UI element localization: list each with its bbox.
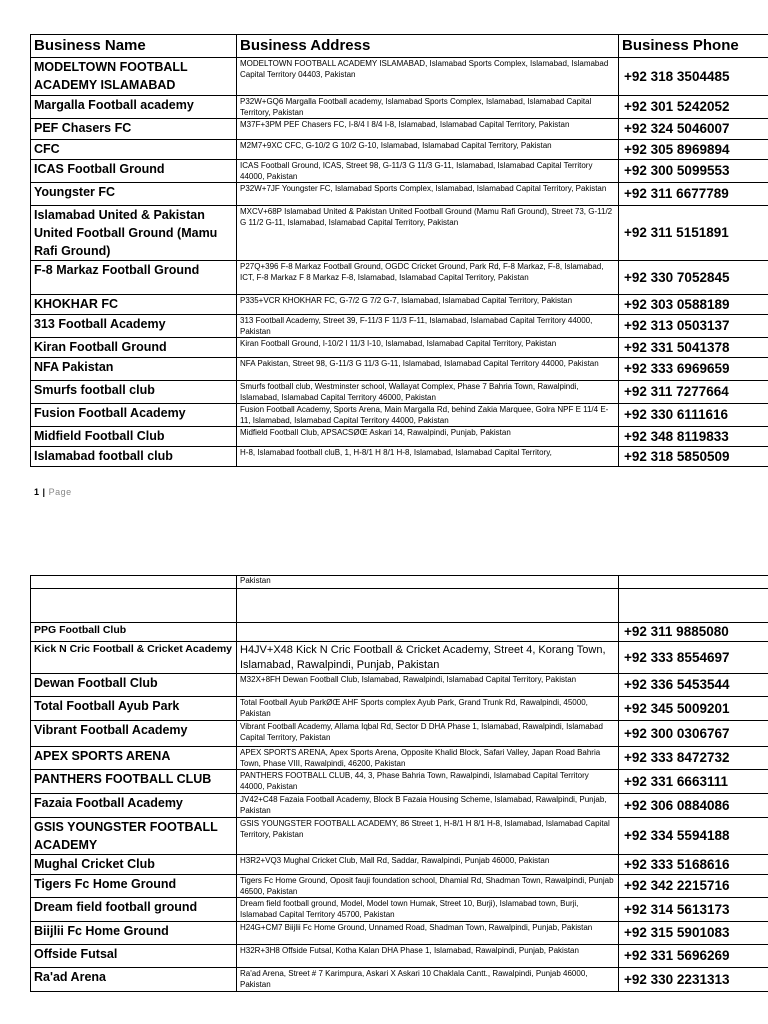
business-address-cell: MXCV+68P Islamabad United & Pakistan United Football Ground (Mamu Rafi Ground), Street 73, G-11/2 G 11/2 G-11, Islamabad, Islamabad Capital Territory, Pakistan — [237, 206, 619, 261]
business-phone-cell: +92 311 5151891 — [619, 206, 768, 261]
table-row — [31, 623, 768, 642]
business-name-cell: KHOKHAR FC — [31, 295, 237, 315]
business-name-cell: Islamabad United & Pakistan United Football Ground (Mamu Rafi Ground) — [31, 206, 237, 261]
business-phone-cell: +92 305 8969894 — [619, 140, 768, 160]
business-name-cell: Offside Futsal — [31, 945, 237, 968]
business-phone-cell: +92 334 5594188 — [619, 818, 768, 855]
business-name-cell: CFC — [31, 140, 237, 160]
continuation-address-cell: Pakistan — [237, 576, 619, 589]
business-name-cell: Fusion Football Academy — [31, 404, 237, 427]
business-address-cell: Midfield Football Club, APSACSØŒ Askari 14, Rawalpindi, Punjab, Pakistan — [237, 427, 619, 447]
business-phone-cell: +92 303 0588189 — [619, 295, 768, 315]
business-phone-cell: +92 342 2215716 — [619, 875, 768, 898]
business-address-cell: Dream field football ground, Model, Model town Humak, Street 10, Burji), Islamabad town, Burji, Islamabad Capital Territory 45700, Pakistan — [237, 898, 619, 922]
table-row — [31, 140, 768, 160]
table-row — [31, 674, 768, 697]
business-address-cell: 313 Football Academy, Street 39, F-11/3 F 11/3 F-11, Islamabad, Islamabad Capital Territory 44000, Pakistan — [237, 315, 619, 338]
empty-phone-cell — [619, 589, 768, 623]
table-row — [31, 206, 768, 261]
empty-address-cell — [237, 589, 619, 623]
business-name-cell: NFA Pakistan — [31, 358, 237, 381]
business-phone-cell: +92 333 8472732 — [619, 747, 768, 770]
business-phone-cell: +92 330 6111616 — [619, 404, 768, 427]
business-address-cell: ICAS Football Ground, ICAS, Street 98, G-11/3 G 11/3 G-11, Islamabad, Islamabad Capital Territory 44000, Pakistan — [237, 160, 619, 183]
business-name-cell: Youngster FC — [31, 183, 237, 206]
business-phone-cell: +92 313 0503137 — [619, 315, 768, 338]
business-phone-cell: +92 324 5046007 — [619, 119, 768, 140]
table-row — [31, 922, 768, 945]
business-phone-cell: +92 348 8119833 — [619, 427, 768, 447]
business-name-cell: Fazaia Football Academy — [31, 794, 237, 818]
business-phone-cell: +92 311 6677789 — [619, 183, 768, 206]
business-phone-cell: +92 311 7277664 — [619, 381, 768, 404]
business-table-page-1 — [30, 34, 768, 467]
business-address-cell: PANTHERS FOOTBALL CLUB, 44, 3, Phase Bahria Town, Rawalpindi, Islamabad Capital Territory 44000, Pakistan — [237, 770, 619, 794]
business-address-cell: MODELTOWN FOOTBALL ACADEMY ISLAMABAD, Islamabad Sports Complex, Islamabad, Islamabad Capital Territory 04403, Pakistan — [237, 58, 619, 96]
table-row — [31, 381, 768, 404]
continuation-row — [31, 576, 768, 589]
business-address-cell: Smurfs football club, Westminster school, Wallayat Complex, Phase 7 Bahria Town, Rawalpindi, Islamabad, Islamabad Capital Territory 46000, Pakistan — [237, 381, 619, 404]
table-row — [31, 58, 768, 96]
table-row — [31, 358, 768, 381]
page-number: 1 — [34, 487, 40, 497]
table-row — [31, 697, 768, 721]
empty-name-cell — [31, 589, 237, 623]
business-phone-cell: +92 306 0884086 — [619, 794, 768, 818]
business-address-cell: JV42+C48 Fazaia Football Academy, Block B Fazaia Housing Scheme, Islamabad, Rawalpindi, Punjab, Pakistan — [237, 794, 619, 818]
business-phone-cell: +92 330 2231313 — [619, 968, 768, 992]
empty-row — [31, 589, 768, 623]
table-row — [31, 818, 768, 855]
business-address-cell: Kiran Football Ground, I-10/2 I 11/3 I-10, Islamabad, Islamabad Capital Territory, Pakistan — [237, 338, 619, 358]
business-address-cell: M32X+8FH Dewan Football Club, Islamabad, Rawalpindi, Islamabad Capital Territory, Pakistan — [237, 674, 619, 697]
table-row — [31, 427, 768, 447]
table-row — [31, 183, 768, 206]
business-address-cell: H4JV+X48 Kick N Cric Football & Cricket Academy, Street 4, Korang Town, Islamabad, Rawalpindi, Punjab, Pakistan — [237, 642, 619, 674]
table-row — [31, 447, 768, 467]
table-row — [31, 315, 768, 338]
business-address-cell: Vibrant Football Academy, Allama Iqbal Rd, Sector D DHA Phase 1, Islamabad, Rawalpindi, Islamabad Capital Territory, Pakistan — [237, 721, 619, 747]
business-address-cell: H32R+3H8 Offside Futsal, Kotha Kalan DHA Phase 1, Islamabad, Rawalpindi, Punjab, Pakistan — [237, 945, 619, 968]
business-phone-cell: +92 300 5099553 — [619, 160, 768, 183]
business-phone-cell: +92 318 3504485 — [619, 58, 768, 96]
business-phone-cell: +92 315 5901083 — [619, 922, 768, 945]
continuation-phone-cell — [619, 576, 768, 589]
page-footer — [34, 487, 72, 497]
table-header-row — [31, 35, 768, 58]
business-name-cell: Mughal Cricket Club — [31, 855, 237, 875]
table-row — [31, 747, 768, 770]
header-business-phone: Business Phone — [619, 35, 768, 58]
business-address-cell: P27Q+396 F-8 Markaz Football Ground, OGDC Cricket Ground, Park Rd, F-8 Markaz, F-8, Islamabad, ICT, F-8 Markaz F 8 Markaz F-8, Islamabad, Islamabad Capital Territory, Pakistan — [237, 261, 619, 295]
business-phone-cell: +92 314 5613173 — [619, 898, 768, 922]
business-name-cell: Islamabad football club — [31, 447, 237, 467]
header-business-name: Business Name — [31, 35, 237, 58]
business-name-cell: ICAS Football Ground — [31, 160, 237, 183]
business-name-cell: GSIS YOUNGSTER FOOTBALL ACADEMY — [31, 818, 237, 855]
business-name-cell: Kick N Cric Football & Cricket Academy — [31, 642, 237, 674]
document-page-2 — [0, 540, 768, 1024]
business-name-cell: Ra'ad Arena — [31, 968, 237, 992]
table-row — [31, 338, 768, 358]
business-name-cell: Midfield Football Club — [31, 427, 237, 447]
business-phone-cell: +92 331 6663111 — [619, 770, 768, 794]
business-phone-cell: +92 318 5850509 — [619, 447, 768, 467]
business-phone-cell: +92 333 5168616 — [619, 855, 768, 875]
business-name-cell: APEX SPORTS ARENA — [31, 747, 237, 770]
business-name-cell: MODELTOWN FOOTBALL ACADEMY ISLAMABAD — [31, 58, 237, 96]
business-address-cell: H-8, Islamabad football cluB, 1, H-8/1 H 8/1 H-8, Islamabad, Islamabad Capital Territory, — [237, 447, 619, 467]
business-table-page-2 — [30, 575, 768, 992]
business-name-cell: PANTHERS FOOTBALL CLUB — [31, 770, 237, 794]
business-phone-cell: +92 333 6969659 — [619, 358, 768, 381]
table-row — [31, 404, 768, 427]
business-name-cell: Dream field football ground — [31, 898, 237, 922]
table-row — [31, 770, 768, 794]
table-row — [31, 96, 768, 119]
business-name-cell: Smurfs football club — [31, 381, 237, 404]
table-row — [31, 794, 768, 818]
table-row — [31, 119, 768, 140]
business-address-cell: P335+VCR KHOKHAR FC, G-7/2 G 7/2 G-7, Islamabad, Islamabad Capital Territory, Pakistan — [237, 295, 619, 315]
business-name-cell: Biijlii Fc Home Ground — [31, 922, 237, 945]
table-row — [31, 721, 768, 747]
business-phone-cell: +92 330 7052845 — [619, 261, 768, 295]
business-phone-cell: +92 333 8554697 — [619, 642, 768, 674]
business-phone-cell: +92 301 5242052 — [619, 96, 768, 119]
business-address-cell: APEX SPORTS ARENA, Apex Sports Arena, Opposite Khalid Block, Safari Valley, Japan Road Bahria Town, Phase VIII, Rawalpindi, 46200, Pakistan — [237, 747, 619, 770]
business-phone-cell: +92 336 5453544 — [619, 674, 768, 697]
table-row — [31, 642, 768, 674]
business-address-cell: Tigers Fc Home Ground, Oposit fauji foundation school, Dhamial Rd, Shadman Town, Rawalpindi, Punjab 46500, Pakistan — [237, 875, 619, 898]
business-address-cell: GSIS YOUNGSTER FOOTBALL ACADEMY, 86 Street 1, H-8/1 H 8/1 H-8, Islamabad, Islamabad Capital Territory, Pakistan — [237, 818, 619, 855]
business-address-cell: Total Football Ayub ParkØŒ AHF Sports complex Ayub Park, Grand Trunk Rd, Rawalpindi, 45000, Pakistan — [237, 697, 619, 721]
business-address-cell: M2M7+9XC CFC, G-10/2 G 10/2 G-10, Islamabad, Islamabad Capital Territory, Pakistan — [237, 140, 619, 160]
business-phone-cell: +92 345 5009201 — [619, 697, 768, 721]
business-address-cell: Fusion Football Academy, Sports Arena, Main Margalla Rd, behind Zakia Marquee, Golra NPF E 11/4 E-11, Islamabad, Islamabad Capital Territory 44000, Pakistan — [237, 404, 619, 427]
table-row — [31, 968, 768, 992]
business-name-cell: Margalla Football academy — [31, 96, 237, 119]
business-name-cell: Tigers Fc Home Ground — [31, 875, 237, 898]
business-address-cell: M37F+3PM PEF Chasers FC, I-8/4 I 8/4 I-8, Islamabad, Islamabad Capital Territory, Pakistan — [237, 119, 619, 140]
business-phone-cell: +92 311 9885080 — [619, 623, 768, 642]
business-name-cell: PPG Football Club — [31, 623, 237, 642]
business-name-cell: Vibrant Football Academy — [31, 721, 237, 747]
business-name-cell: Total Football Ayub Park — [31, 697, 237, 721]
business-name-cell: PEF Chasers FC — [31, 119, 237, 140]
table-row — [31, 295, 768, 315]
business-address-cell: P32W+7JF Youngster FC, Islamabad Sports Complex, Islamabad, Islamabad Capital Territory, Pakistan — [237, 183, 619, 206]
page-label: Page — [48, 487, 72, 497]
business-address-cell: P32W+GQ6 Margalla Football academy, Islamabad Sports Complex, Islamabad, Islamabad Capital Territory, Pakistan — [237, 96, 619, 119]
business-address-cell: H3R2+VQ3 Mughal Cricket Club, Mall Rd, Saddar, Rawalpindi, Punjab 46000, Pakistan — [237, 855, 619, 875]
business-address-cell: Ra'ad Arena, Street # 7 Karimpura, Askari X Askari 10 Chaklala Cantt., Rawalpindi, Punjab 46000, Pakistan — [237, 968, 619, 992]
business-phone-cell: +92 331 5696269 — [619, 945, 768, 968]
business-name-cell: Kiran Football Ground — [31, 338, 237, 358]
footer-separator: | — [42, 487, 46, 497]
header-business-address: Business Address — [237, 35, 619, 58]
business-address-cell: H24G+CM7 Biijlii Fc Home Ground, Unnamed Road, Shadman Town, Rawalpindi, Punjab, Pakistan — [237, 922, 619, 945]
table-row — [31, 855, 768, 875]
business-name-cell: 313 Football Academy — [31, 315, 237, 338]
table-row — [31, 261, 768, 295]
business-address-cell — [237, 623, 619, 642]
table-row — [31, 160, 768, 183]
table-row — [31, 945, 768, 968]
table-row — [31, 875, 768, 898]
table-row — [31, 898, 768, 922]
business-name-cell: F-8 Markaz Football Ground — [31, 261, 237, 295]
business-phone-cell: +92 331 5041378 — [619, 338, 768, 358]
business-name-cell: Dewan Football Club — [31, 674, 237, 697]
business-address-cell: NFA Pakistan, Street 98, G-11/3 G 11/3 G-11, Islamabad, Islamabad Capital Territory 44000, Pakistan — [237, 358, 619, 381]
continuation-name-cell — [31, 576, 237, 589]
business-phone-cell: +92 300 0306767 — [619, 721, 768, 747]
